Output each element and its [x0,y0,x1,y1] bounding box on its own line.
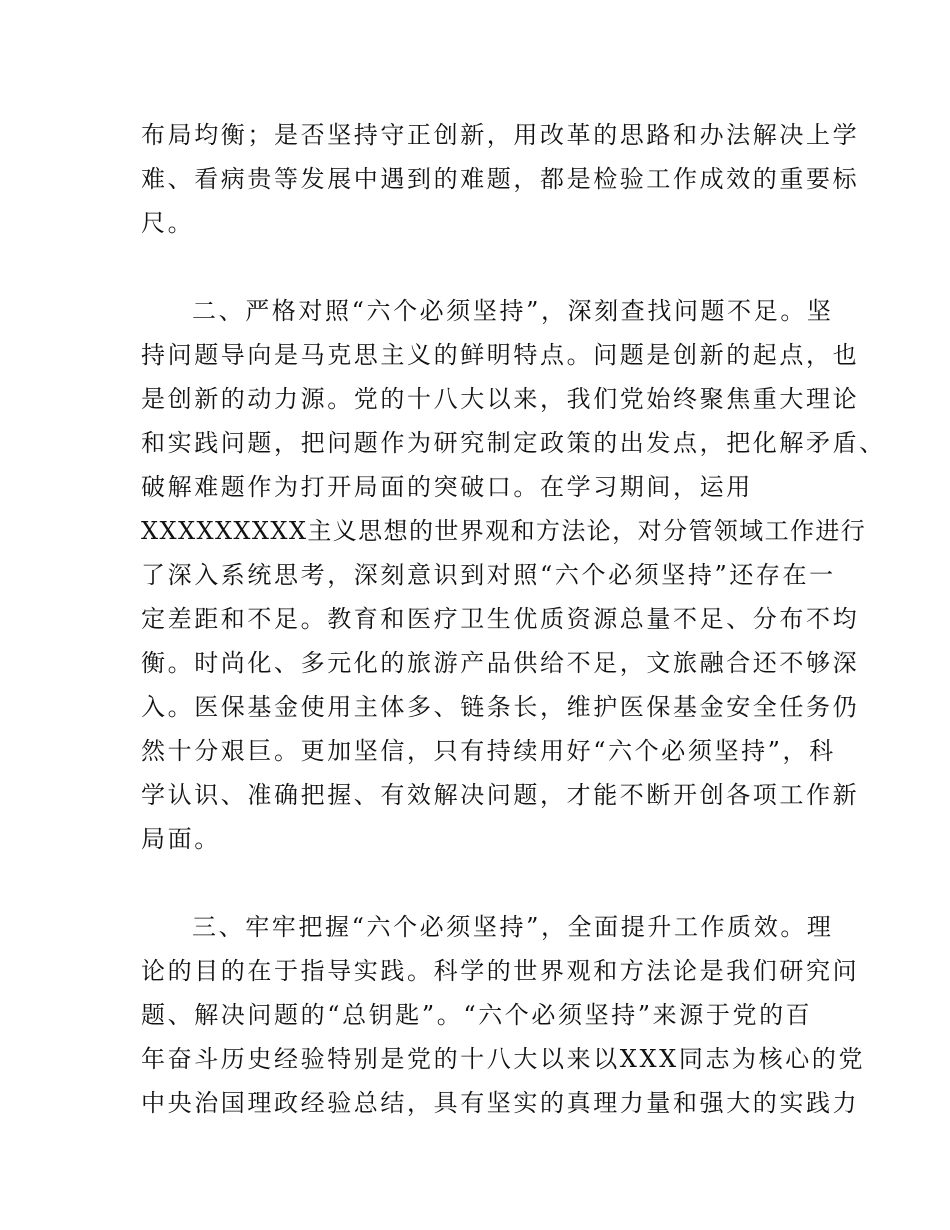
text-line: 持问题导向是马克思主义的鲜明特点。问题是创新的起点，也 [141,341,860,369]
text-line: 布局均衡；是否坚持守正创新，用改革的思路和办法解决上学 [141,121,860,149]
text-line: 破解难题作为打开局面的突破口。在学习期间，运用 [141,473,753,501]
text-line: 年奋斗历史经验特别是党的十八大以来以XXX同志为核心的党 [141,1045,866,1073]
text-line: 然十分艰巨。更加坚信，只有持续用好“六个必须坚持”，科 [141,737,836,765]
text-line: 中央治国理政经验总结，具有坚实的真理力量和强大的实践力 [141,1089,860,1117]
text-line: 了深入系统思考，深刻意识到对照“六个必须坚持”还存在一 [141,561,836,589]
text-line: 是创新的动力源。党的十八大以来，我们党始终聚焦重大理论 [141,385,860,413]
text-line: 和实践问题，把问题作为研究制定政策的出发点，把化解矛盾、 [141,429,886,457]
text-line: 定差距和不足。教育和医疗卫生优质资源总量不足、分布不均 [141,605,860,633]
text-line: 入。医保基金使用主体多、链条长，维护医保基金安全任务仍 [141,693,860,721]
text-line: 衡。时尚化、多元化的旅游产品供给不足，文旅融合还不够深 [141,649,860,677]
section-heading-line: 三、牢牢把握“六个必须坚持”，全面提升工作质效。理 [192,913,834,941]
text-line: 局面。 [141,825,221,853]
text-line: 论的目的在于指导实践。科学的世界观和方法论是我们研究问 [141,957,860,985]
text-line: 尺。 [141,209,195,237]
text-line: 难、看病贵等发展中遇到的难题，都是检验工作成效的重要标 [141,165,860,193]
text-line: XXXXXXXXX主义思想的世界观和方法论，对分管领域工作进行 [141,517,867,545]
section-heading-line: 二、严格对照“六个必须坚持”，深刻查找问题不足。坚 [192,297,834,325]
text-line: 学认识、准确把握、有效解决问题，才能不断开创各项工作新 [141,781,860,809]
text-line: 题、解决问题的“总钥匙”。“六个必须坚持”来源于党的百 [141,1001,813,1029]
